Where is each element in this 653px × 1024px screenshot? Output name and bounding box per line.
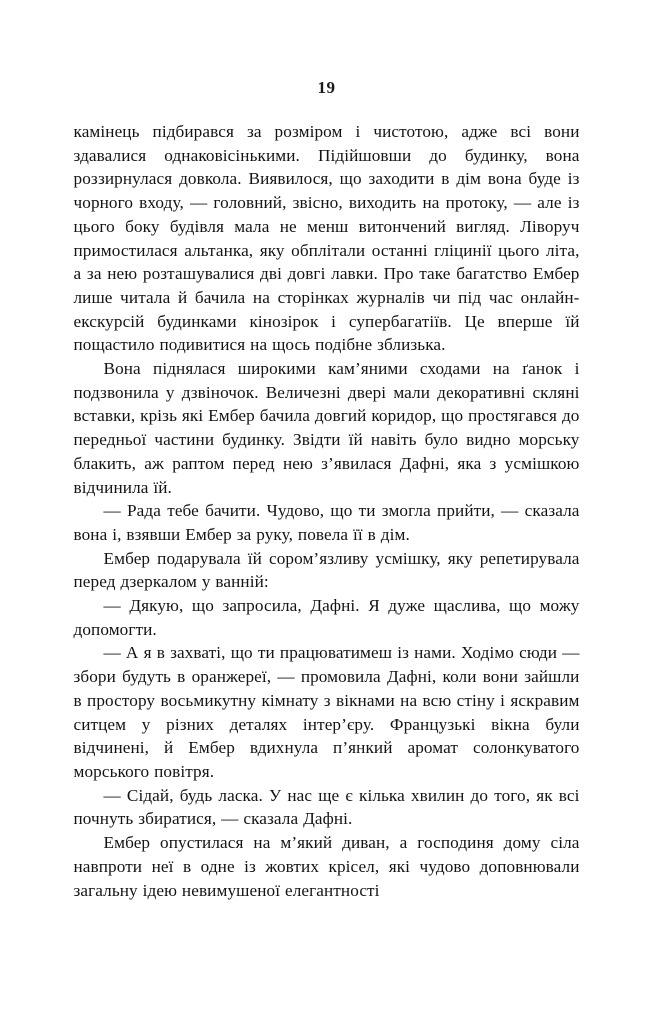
- paragraph: — Сідай, будь ласка. У нас ще є кілька хвилин до того, як всі почнуть збиратися, — сказала Дафні.: [73, 785, 580, 829]
- paragraph: — А я в захваті, що ти працюватимеш із нами. Ходімо сюди — збори будуть в оранжереї, — промовила Дафні, коли вони зайшли в простору восьмикутну кімнату з вікнами на всю стіну і яскравим ситцем у різних деталях інтер’єру. Французькі вікна були відчинені, й Ембер вдихнула п’янкий аромат солонкуватого морського повітря.: [73, 643, 580, 781]
- paragraph: камінець підбирався за розміром і чистотою, адже всі вони здавалися однаковісінькими. Підійшовши до будинку, вона роззирнулася довкола. Виявилося, що заходити в дім вона буде із чорного входу, — головний, звісно, виходить на протоку, — але із цього боку будівля мала не менш витончений вигляд. Ліворуч примостилася альтанка, яку обплітали останні гліцинії цього літа, а за нею розташувалися дві довгі лавки. Про таке багатство Ембер лише читала й бачила на сторінках журналів чи під час онлайн-екскурсій будинками кінозірок і супербагатіїв. Це вперше їй пощастило подивитися на щось подібне зблизька.: [73, 122, 580, 355]
- paragraph: — Дякую, що запросила, Дафні. Я дуже щаслива, що можу допомогти.: [73, 596, 580, 639]
- paragraph: Ембер подарувала їй сором’язливу усмішку, яку репетирувала перед дзеркалом у ванній:: [73, 548, 580, 592]
- page-text-block: [74, 120, 580, 902]
- paragraph: — Рада тебе бачити. Чудово, що ти змогла прийти, — сказала вона і, взявши Ембер за руку, повела її в дім.: [73, 501, 580, 544]
- paragraph: Вона піднялася широкими кам’яними сходами на ґанок і подзвонила у дзвіночок. Величезні двері мали декоративні скляні вставки, крізь які Ембер бачила довгий коридор, що простягався до передньої частини будинку. Звідти їй навіть було видно морську блакить, аж раптом перед нею з’явилася Дафні, яка з усмішкою відчинила їй.: [73, 359, 580, 497]
- page-number: 19: [317, 78, 336, 97]
- paragraph: Ембер опустилася на м’який диван, а господиня дому сіла навпроти неї в одне із жовтих крісел, які чудово доповнювали загальну ідею невимушеної елегантності: [73, 833, 580, 900]
